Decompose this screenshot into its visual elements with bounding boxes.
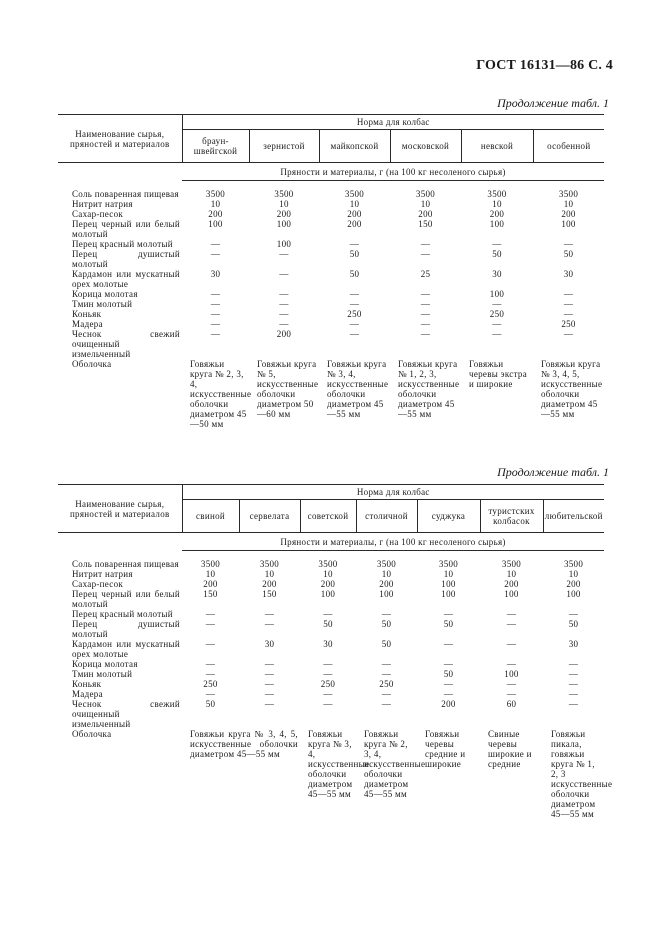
value-cell: —: [568, 669, 579, 679]
value-cell: 200: [441, 699, 456, 709]
value-cell: —: [381, 609, 392, 619]
value-cell: —: [563, 309, 574, 319]
value-cell: 100: [489, 289, 505, 299]
column-header: невской: [461, 130, 533, 163]
table-row: [58, 219, 604, 239]
value-cell: —: [381, 659, 392, 669]
value-cell: —: [420, 289, 431, 299]
value-cell: 3500: [318, 559, 338, 569]
table-row: [58, 269, 604, 289]
table-row: [58, 569, 604, 579]
value-cell: —: [506, 659, 517, 669]
value-cell: —: [210, 289, 221, 299]
value-cell: 50: [492, 249, 502, 259]
value-cell: 3500: [200, 559, 221, 569]
value-cell: 3500: [563, 559, 584, 569]
ingredient-name: Перец черный или белый молотый: [72, 589, 180, 609]
ingredient-name: Кардамон или мускатный орех молотые: [72, 639, 180, 659]
value-cell: —: [506, 619, 517, 629]
value-cell: 50: [563, 249, 574, 259]
value-cell: —: [563, 299, 574, 309]
value-cell: 100: [566, 589, 581, 599]
column-header: суджука: [417, 500, 480, 533]
value-cell: —: [443, 679, 454, 689]
value-cell: 50: [381, 639, 392, 649]
value-cell: 50: [381, 619, 392, 629]
value-cell: —: [563, 239, 574, 249]
ingredient-name: Перец душистый молотый: [72, 619, 180, 639]
table-row: [58, 239, 604, 249]
value-cell: 250: [561, 319, 576, 329]
value-cell: —: [420, 329, 431, 339]
value-cell: —: [205, 639, 216, 649]
table-row: [58, 359, 604, 429]
value-cell: —: [205, 619, 216, 629]
value-cell: —: [210, 319, 221, 329]
page-header: ГОСТ 16131—86 С. 4: [476, 58, 613, 73]
ingredient-name: Нитрит натрия: [72, 199, 133, 209]
table-row: [58, 699, 604, 729]
value-cell: —: [506, 609, 517, 619]
value-cell: —: [279, 249, 289, 259]
value-cell: —: [568, 609, 579, 619]
gap-cell: [58, 551, 604, 560]
table-row: [58, 619, 604, 639]
value-cell: —: [443, 689, 454, 699]
value-cell: 250: [347, 309, 362, 319]
name-column-header: Наименование сырья, пряностей и материалов: [58, 485, 182, 533]
name-column-header: Наименование сырья, пряностей и материалов: [58, 115, 182, 163]
value-cell: 10: [568, 569, 579, 579]
casing-cell: Говяжьи круга № 3, 4, 5, искусственные оболочки диаметром 45—55 мм: [541, 359, 603, 419]
ingredient-name: Коньяк: [72, 679, 102, 689]
value-cell: 100: [504, 589, 519, 599]
casing-cell: Свиные черевы широкие и средние: [488, 729, 532, 769]
value-cell: 100: [489, 219, 505, 229]
casing-cell: Говяжьи круга № 1, 2, 3, искусственные оболочки диаметром 45—55 мм: [398, 359, 460, 419]
value-cell: —: [279, 299, 289, 309]
value-cell: 100: [208, 219, 223, 229]
table-row: [58, 249, 604, 269]
value-cell: 50: [443, 669, 454, 679]
value-cell: 3500: [438, 559, 459, 569]
casing-cell: Говяжьи круга № 3, 4, искусственные оболочки диаметром 45—55 мм: [308, 729, 370, 799]
column-header: браун- швейгской: [182, 130, 249, 163]
value-cell: —: [205, 689, 216, 699]
casing-cell: Говяжьи круга № 2, 3, 4, искусственные оболочки диаметром 45—55 мм: [364, 729, 426, 799]
table-row: [58, 729, 604, 819]
section-spacer: [58, 163, 182, 181]
ingredient-name: Соль поваренная пищевая: [72, 189, 179, 199]
gap-row: [58, 551, 604, 560]
value-cell: 3500: [259, 559, 280, 569]
section-title: Пряности и материалы, г (на 100 кг несоленого сырья): [182, 533, 604, 551]
table-row: [58, 189, 604, 199]
value-cell: —: [420, 309, 431, 319]
casing-cell: Говяжьи круга № 2, 3, 4, искусственные оболочки диаметром 45—50 мм: [190, 359, 252, 429]
value-cell: 10: [381, 569, 392, 579]
column-header: майкопской: [319, 130, 390, 163]
value-cell: 10: [443, 569, 454, 579]
value-cell: 200: [262, 579, 277, 589]
spice-norms-table-2: [58, 484, 613, 819]
value-cell: —: [381, 689, 392, 699]
table-caption-2: Продолжение табл. 1: [497, 465, 609, 479]
value-cell: 200: [208, 209, 223, 219]
value-cell: —: [349, 289, 360, 299]
value-cell: 10: [349, 199, 360, 209]
table-row: [58, 329, 604, 359]
table-row: [58, 589, 604, 609]
value-cell: —: [323, 659, 333, 669]
value-cell: —: [264, 659, 275, 669]
value-cell: 200: [566, 579, 581, 589]
casing-cell: Говяжьи круга № 5, искусственные оболочки диаметром 50—60 мм: [257, 359, 319, 419]
ingredient-name: Перец красный молотый: [72, 239, 173, 249]
value-cell: —: [492, 329, 502, 339]
value-cell: 150: [418, 219, 433, 229]
ingredient-name: Перец черный или белый молотый: [72, 219, 180, 239]
table-row: [58, 289, 604, 299]
value-cell: 100: [441, 579, 456, 589]
ingredient-name: Нитрит натрия: [72, 569, 133, 579]
value-cell: 30: [323, 639, 333, 649]
norm-group-header: Норма для колбас: [182, 485, 604, 500]
section-row: [58, 533, 604, 551]
value-cell: 100: [276, 239, 292, 249]
value-cell: —: [205, 669, 216, 679]
value-cell: 50: [323, 619, 333, 629]
value-cell: 200: [203, 579, 218, 589]
column-header: свиной: [182, 500, 239, 533]
value-cell: 200: [489, 209, 505, 219]
value-cell: 100: [379, 589, 394, 599]
ingredient-name: Оболочка: [72, 359, 112, 369]
table-row: [58, 199, 604, 209]
value-cell: —: [568, 689, 579, 699]
value-cell: 10: [279, 199, 289, 209]
value-cell: 150: [262, 589, 277, 599]
table-row: [58, 689, 604, 699]
value-cell: —: [563, 289, 574, 299]
value-cell: 50: [205, 699, 216, 709]
value-cell: —: [210, 239, 221, 249]
value-cell: 200: [320, 579, 336, 589]
casing-cell: Говяжьи круга № 3, 4, искусственные оболочки диаметром 45—55 мм: [327, 359, 389, 419]
value-cell: —: [210, 299, 221, 309]
value-cell: 30: [568, 639, 579, 649]
value-cell: —: [506, 639, 517, 649]
value-cell: 30: [264, 639, 275, 649]
value-cell: —: [205, 659, 216, 669]
value-cell: 30: [492, 269, 502, 279]
column-header: московской: [390, 130, 461, 163]
value-cell: 250: [320, 679, 336, 689]
value-cell: 30: [210, 269, 221, 279]
value-cell: —: [349, 239, 360, 249]
value-cell: —: [420, 299, 431, 309]
value-cell: —: [381, 699, 392, 709]
value-cell: 250: [489, 309, 505, 319]
value-cell: 3500: [501, 559, 522, 569]
value-cell: —: [279, 319, 289, 329]
value-cell: —: [264, 669, 275, 679]
value-cell: —: [323, 669, 333, 679]
value-cell: —: [279, 309, 289, 319]
ingredient-name: Сахар-песок: [72, 579, 124, 589]
value-cell: —: [443, 659, 454, 669]
value-cell: —: [568, 699, 579, 709]
table-row: [58, 579, 604, 589]
value-cell: 100: [441, 589, 456, 599]
table-row: [58, 609, 604, 619]
ingredient-name: Перец душистый молотый: [72, 249, 180, 269]
ingredient-name: Перец красный молотый: [72, 609, 173, 619]
ingredient-name: Чеснок свежий очищенный измельченный: [72, 699, 180, 729]
value-cell: 50: [568, 619, 579, 629]
value-cell: —: [264, 689, 275, 699]
column-header: особенной: [533, 130, 604, 163]
value-cell: 50: [349, 249, 360, 259]
column-header: любительской: [543, 500, 604, 533]
value-cell: 3500: [415, 189, 436, 199]
ingredient-name: Сахар-песок: [72, 209, 124, 219]
value-cell: —: [443, 609, 454, 619]
value-cell: 200: [276, 329, 292, 339]
value-cell: —: [506, 689, 517, 699]
value-cell: 3500: [487, 189, 507, 199]
value-cell: —: [323, 609, 333, 619]
value-cell: 200: [504, 579, 519, 589]
value-cell: —: [381, 669, 392, 679]
section-title: Пряности и материалы, г (на 100 кг несоленого сырья): [182, 163, 604, 181]
column-header: туристских колбасок: [480, 500, 543, 533]
value-cell: 10: [506, 569, 517, 579]
value-cell: —: [563, 329, 574, 339]
ingredient-name: Коньяк: [72, 309, 102, 319]
value-cell: 3500: [344, 189, 365, 199]
value-cell: —: [506, 679, 517, 689]
gap-row: [58, 181, 604, 190]
value-cell: —: [349, 319, 360, 329]
value-cell: —: [279, 289, 289, 299]
value-cell: 100: [320, 589, 336, 599]
value-cell: —: [349, 299, 360, 309]
value-cell: —: [205, 609, 216, 619]
value-cell: 200: [379, 579, 394, 589]
value-cell: —: [420, 249, 431, 259]
value-cell: 200: [561, 209, 576, 219]
value-cell: —: [492, 299, 502, 309]
table-row: [58, 639, 604, 659]
value-cell: 200: [347, 209, 362, 219]
value-cell: —: [443, 639, 454, 649]
value-cell: 200: [347, 219, 362, 229]
value-cell: 30: [563, 269, 574, 279]
value-cell: 150: [203, 589, 218, 599]
value-cell: 10: [264, 569, 275, 579]
ingredient-name: Мадера: [72, 319, 103, 329]
ingredient-name: Оболочка: [72, 729, 112, 739]
value-cell: —: [264, 619, 275, 629]
value-cell: 10: [205, 569, 216, 579]
ingredient-name: Корица молотая: [72, 659, 138, 669]
value-cell: 10: [420, 199, 431, 209]
ingredient-name: Кардамон или мускатный орех молотые: [72, 269, 180, 289]
value-cell: 10: [492, 199, 502, 209]
column-header: столичной: [356, 500, 417, 533]
value-cell: —: [323, 689, 333, 699]
value-cell: 100: [504, 669, 519, 679]
value-cell: 50: [443, 619, 454, 629]
table-row: [58, 669, 604, 679]
value-cell: —: [349, 329, 360, 339]
table-row: [58, 319, 604, 329]
table-caption-1: Продолжение табл. 1: [497, 96, 609, 110]
value-cell: —: [264, 679, 275, 689]
ingredient-name: Чеснок свежий очищенный измельченный: [72, 329, 180, 359]
value-cell: 10: [323, 569, 333, 579]
ingredient-name: Корица молотая: [72, 289, 138, 299]
value-cell: 10: [210, 199, 221, 209]
norm-group-header: Норма для колбас: [182, 115, 604, 130]
table-row: [58, 659, 604, 669]
value-cell: 250: [379, 679, 394, 689]
gap-cell: [58, 181, 604, 190]
ingredient-name: Тмин молотый: [72, 669, 133, 679]
value-cell: —: [210, 249, 221, 259]
ingredient-name: Соль поваренная пищевая: [72, 559, 179, 569]
value-cell: 100: [276, 219, 292, 229]
value-cell: —: [492, 319, 502, 329]
section-spacer: [58, 533, 182, 551]
value-cell: 200: [418, 209, 433, 219]
value-cell: 3500: [274, 189, 294, 199]
value-cell: —: [420, 319, 431, 329]
casing-cell: Говяжьи черевы средние и широкие: [425, 729, 466, 769]
value-cell: 3500: [558, 189, 579, 199]
value-cell: 10: [563, 199, 574, 209]
value-cell: 3500: [376, 559, 397, 569]
value-cell: —: [323, 699, 333, 709]
ingredient-name: Тмин молотый: [72, 299, 133, 309]
column-header: зернистой: [249, 130, 319, 163]
value-cell: 250: [203, 679, 218, 689]
value-cell: —: [210, 329, 221, 339]
casing-merged-cell: Говяжьи круга № 3, 4, 5, искусственные оболочки диаметром 45—55 мм: [190, 729, 298, 759]
column-header: сервелата: [239, 500, 300, 533]
value-cell: 25: [420, 269, 431, 279]
casing-cell: Говяжьи черевы экстра и широкие: [469, 359, 528, 389]
value-cell: —: [279, 269, 289, 279]
value-cell: 3500: [205, 189, 226, 199]
table-row: [58, 679, 604, 689]
value-cell: —: [264, 699, 275, 709]
value-cell: —: [420, 239, 431, 249]
table-row: [58, 209, 604, 219]
value-cell: —: [210, 309, 221, 319]
value-cell: 200: [276, 209, 292, 219]
column-header: советской: [300, 500, 356, 533]
casing-cell: Говяжьи пикала, говяжьи круга № 1, 2, 3 искусственные оболочки диаметром 45—55 мм: [551, 729, 613, 819]
table-row: [58, 559, 604, 569]
table-row: [58, 299, 604, 309]
value-cell: —: [568, 659, 579, 669]
value-cell: 50: [349, 269, 360, 279]
section-row: [58, 163, 604, 181]
value-cell: 60: [506, 699, 517, 709]
table-row: [58, 309, 604, 319]
value-cell: —: [264, 609, 275, 619]
value-cell: 100: [561, 219, 576, 229]
ingredient-name: Мадера: [72, 689, 103, 699]
spice-norms-table-1: [58, 114, 604, 429]
value-cell: —: [568, 679, 579, 689]
value-cell: —: [492, 239, 502, 249]
